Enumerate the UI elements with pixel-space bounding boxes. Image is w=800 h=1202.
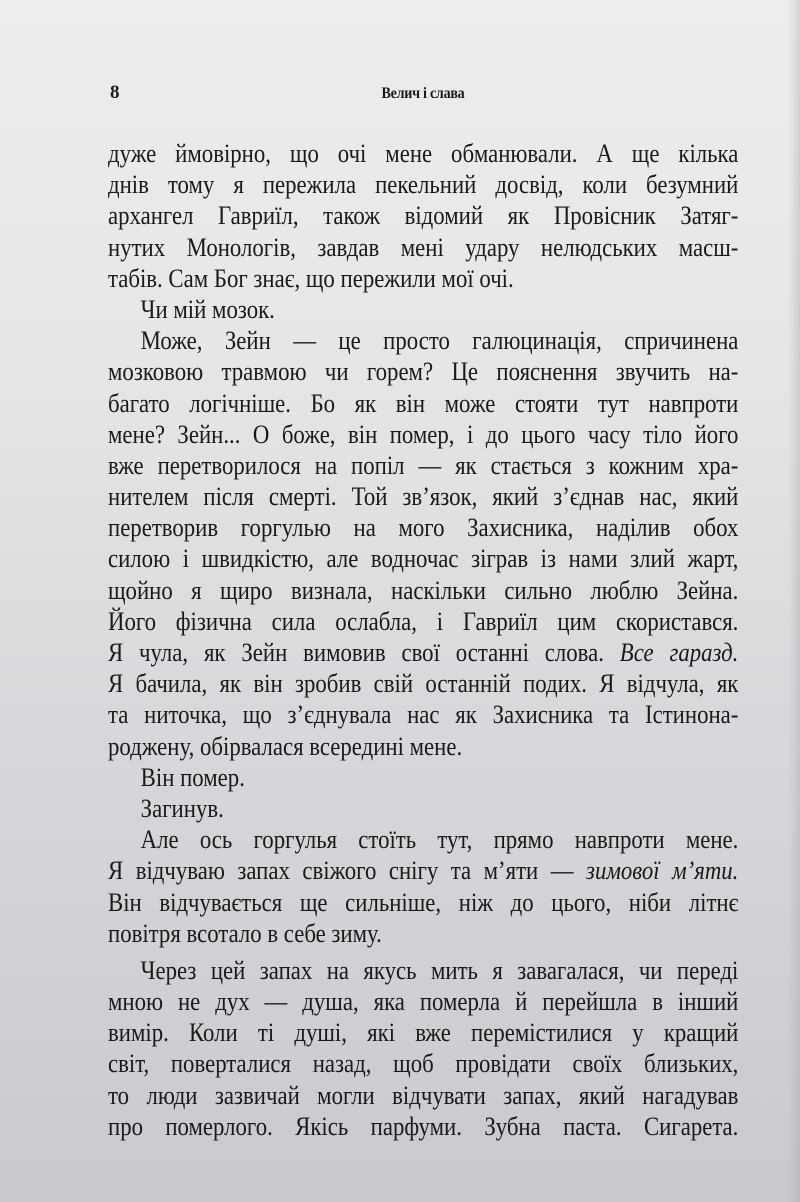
text-line: Я бачила, як він зробив свій останній подих. Я відчула, як [108, 668, 739, 699]
text-line: нутих Монологів, завдав мені удару нелюдських масш- [108, 231, 739, 262]
page-edge-shadow [788, 0, 800, 1202]
page-number: 8 [110, 82, 120, 103]
running-head [108, 78, 738, 108]
body-text [108, 138, 738, 1142]
text-line: днів тому я пережила пекельний досвід, коли безумний [108, 169, 739, 200]
text-line: повітря всотало в себе зиму. [108, 917, 382, 948]
text-line: Я чула, як Зейн вимовив свої останні слова. Все гаразд. [108, 637, 739, 667]
text-line: мене? Зейн... О боже, він помер, і до цього часу тіло його [108, 418, 739, 449]
paragraph-start: Загинув. [140, 792, 224, 823]
text-line: архангел Гавриїл, також відомий як Провісник Затяг- [108, 200, 739, 231]
text-line: Його фізична сила ослабла, і Гавриїл цим скористався. [108, 605, 739, 636]
text-line: Я відчуваю запах свіжого снігу та м’яти — зимової м’яти. [108, 855, 739, 886]
paragraph-start: Він помер. [140, 761, 245, 792]
text-line: вже перетворилося на попіл — як стається з кожним хра- [108, 449, 739, 480]
paragraph-start: Через цей запах на якусь мить я завагалася, чи переді [140, 954, 739, 985]
text-line: щойно я щиро визнала, наскільки сильно люблю Зейна. [108, 574, 739, 605]
paragraph-start: Може, Зейн — це просто галюцинація, спричинена [140, 325, 739, 356]
text-line: дуже ймовірно, що очі мене обманювали. А ще кілька [108, 138, 739, 168]
text-line: вимір. Коли ті душі, які вже перемістилися у кращий [108, 1017, 739, 1048]
text-line: про померлого. Якісь парфуми. Зубна паста. Сигарета. [108, 1110, 739, 1141]
paragraph-start: Але ось горгулья стоїть тут, прямо навпроти мене. [140, 824, 739, 855]
text-line: табів. Сам Бог знає, що пережили мої очі. [108, 262, 514, 293]
text-line: перетворив горгулью на мого Захисника, наділив обох [108, 512, 739, 543]
text-line: то люди зазвичай могли відчувати запах, який нагадував [108, 1079, 739, 1110]
text-line: мозковою травмою чи горем? Це пояснення звучить на- [108, 356, 739, 387]
text-line: та ниточка, що з’єднувала нас як Захисника та Істинона- [108, 699, 739, 730]
italic-phrase: зимової м’яти. [586, 855, 739, 886]
text-line: світ, поверталися назад, щоб провідати своїх близьких, [108, 1048, 739, 1079]
text-line: багато логічніше. Бо як він може стояти тут навпроти [108, 387, 739, 418]
text-line: силою і швидкістю, але водночас зіграв із нами злий жарт, [108, 543, 739, 574]
paragraph-start: Чи мій мозок. [140, 293, 275, 324]
chapter-title: Велич і слава [381, 85, 465, 102]
text-line: мною не дух — душа, яка померла й перейшла в інший [108, 986, 739, 1017]
italic-phrase: Все гаразд. [619, 637, 739, 667]
text-line: роджену, обірвалася всередині мене. [108, 730, 463, 761]
text-line: нителем після смерті. Той зв’язок, який з’єднав нас, який [108, 481, 739, 512]
text-line: Він відчувається ще сильніше, ніж до цього, ніби літнє [108, 886, 739, 917]
